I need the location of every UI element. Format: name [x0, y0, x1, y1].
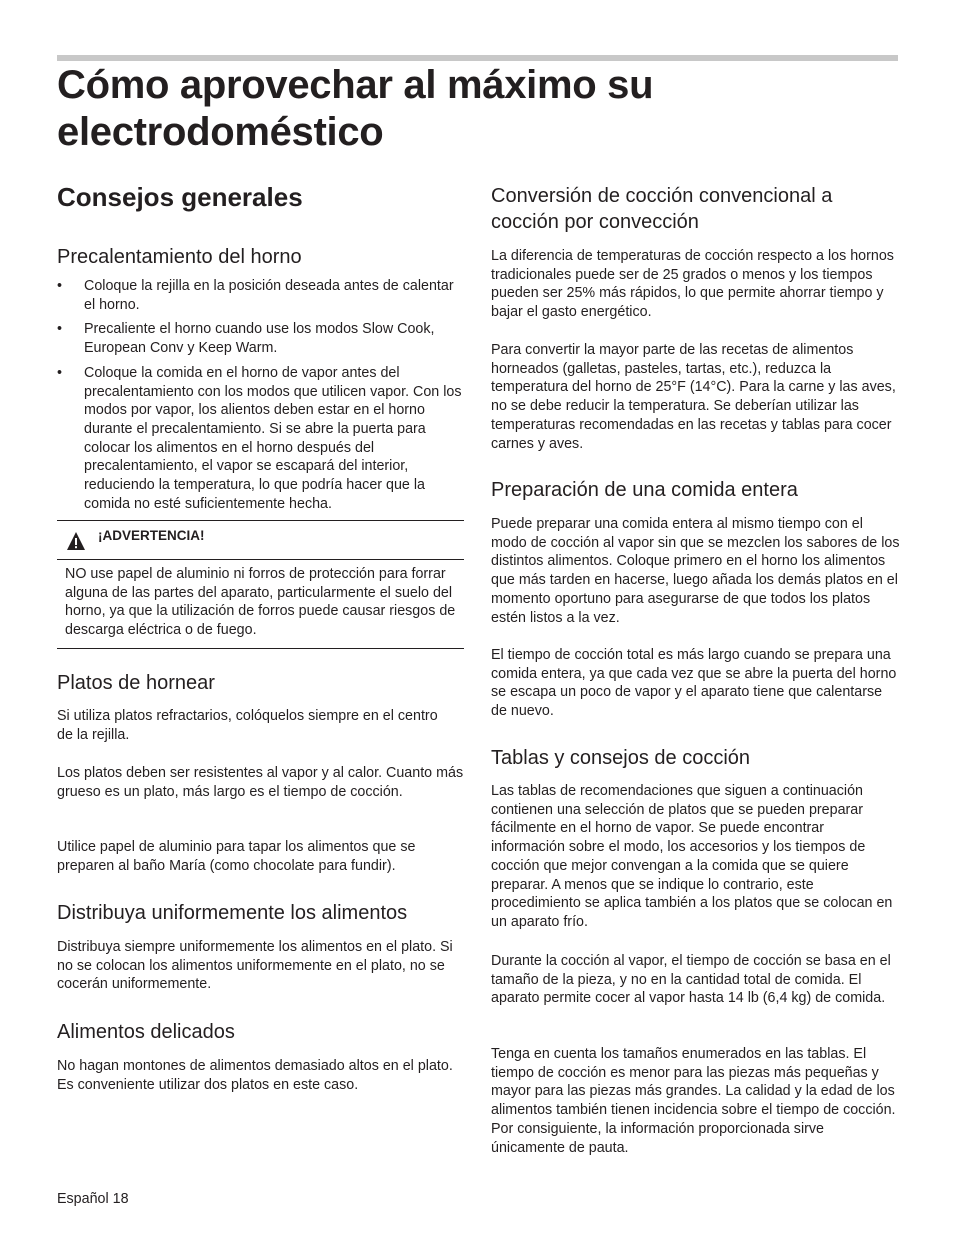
- bullet-dot: •: [57, 278, 63, 294]
- bullet-dot: •: [57, 364, 63, 381]
- header-rule: [57, 55, 898, 61]
- preheat-heading: Precalentamiento del horno: [57, 246, 302, 268]
- section-title: Consejos generales: [57, 182, 303, 212]
- whole-meal-heading: Preparación de una comida entera: [491, 479, 798, 501]
- warning-triangle-icon: [66, 531, 86, 551]
- page-title: Cómo aprovechar al máximo su electrodoméstico: [57, 63, 654, 154]
- baking-dishes-heading: Platos de hornear: [57, 672, 215, 694]
- bullet-dot: •: [57, 321, 63, 338]
- warning-header: [57, 521, 464, 560]
- distribute-p1: Distribuya siempre uniformemente los alimentos en el plato. Si no se colocan los alimentos uniformemente en el plato, no se cocerán uniformemente.: [57, 939, 453, 993]
- distribute-heading: Distribuya uniformemente los alimentos: [57, 902, 408, 924]
- conversion-p1: La diferencia de temperaturas de cocción respecto a los hornos tradicionales puede ser de 25 grados o menos y los tiempos pueden ser 25% más rápidos, lo que permite ahorrar tiempo y bajar el gasto energético.: [491, 248, 894, 321]
- tables-p1: Las tablas de recomendaciones que siguen a continuación contienen una selección de platos que se pueden preparar fácilmente en el horno de vapor. Se puede encontrar información sobre el modo, los accesorios y los tiempos de cocción que mejor convengan a la comida que se quiere preparar. A menos que se indique lo contrario, este procedimiento se aplica también a los platos que se colocan en un aparato frío.: [491, 783, 893, 930]
- conversion-p2: Para convertir la mayor parte de las recetas de alimentos horneados (galletas, pasteles, tartas, etc.), reduzca la temperatura del horno de 25°F (14°C). Para la carne y las aves, no se debe reducir la temperatura. Se deberían utilizar las temperaturas recomendadas en las recetas y tablas para cocer carnes y aves.: [491, 342, 896, 452]
- warning-title: ¡ADVERTENCIA!: [98, 528, 205, 543]
- warning-text: NO use papel de aluminio ni forros de protección para forrar alguna de las partes del aparato, particularmente el suelo del horno, ya que la utilización de forros puede causar riesgos de descarga eléctrica o de fuego.: [65, 566, 456, 639]
- baking-dishes-p1: Si utiliza platos refractarios, colóquelos siempre en el centro de la rejilla.: [57, 708, 438, 743]
- whole-meal-p1: Puede preparar una comida entera al mismo tiempo con el modo de cocción al vapor sin que se mezclen los sabores de los distintos alimentos. Coloque primero en el horno los alimentos que más tarden en hacerse, luego añada los demás platos en el momento oportuno para asegurarse de que todos los platos estén listos a la vez.: [491, 516, 900, 626]
- delicate-heading: Alimentos delicados: [57, 1021, 235, 1043]
- baking-dishes-p3: Utilice papel de aluminio para tapar los alimentos que se preparen al baño María (como chocolate para fundir).: [57, 839, 416, 874]
- tables-p3: Tenga en cuenta los tamaños enumerados en las tablas. El tiempo de cocción es menor para las piezas más pequeñas y mayor para las piezas más grandes. La calidad y la edad de los alimentos también tienen incidencia sobre el tiempo de cocción. Por consiguiente, la información proporcionada sirve únicamente de pauta.: [491, 1046, 896, 1156]
- tables-p2: Durante la cocción al vapor, el tiempo de cocción se basa en el tamaño de la pieza, y no en la cantidad total de comida. El aparato permite cocer al vapor hasta 14 lb (6,4 kg) de comida.: [491, 953, 891, 1007]
- whole-meal-p2: El tiempo de cocción total es más largo cuando se prepara una comida entera, ya que cada vez que se abre la puerta del horno se escapa un poco de vapor y el aparato tiene que calentarse de nuevo.: [491, 647, 897, 720]
- delicate-p1: No hagan montones de alimentos demasiado altos en el plato. Es conveniente utilizar dos platos en este caso.: [57, 1058, 453, 1093]
- preheat-item-text: Coloque la rejilla en la posición deseada antes de calentar el horno.: [84, 278, 454, 313]
- preheat-list: [57, 277, 465, 519]
- warning-box: [57, 520, 464, 649]
- preheat-item-text: Precaliente el horno cuando use los modos Slow Cook, European Conv y Keep Warm.: [84, 321, 435, 357]
- preheat-item-text: Coloque la comida en el horno de vapor antes del precalentamiento con los modos que utilicen vapor. Con los modos por vapor, los alientos deben estar en el horno durante el precalentamiento. Si se abre la puerta para colocar los alimentos en el horno después del precalentamiento, el vapor se escapará del interior, reduciendo la temperatura, lo que podría hacer que la comida no esté suficientemente hecha.: [84, 364, 462, 512]
- conversion-heading: Conversión de cocción convencional a cocción por convección: [491, 185, 833, 233]
- preheat-item: [57, 364, 465, 514]
- page-footer: Español 18: [57, 1191, 129, 1207]
- preheat-item: [57, 320, 465, 357]
- tables-heading: Tablas y consejos de cocción: [491, 747, 751, 769]
- preheat-item: [57, 277, 465, 314]
- baking-dishes-p2: Los platos deben ser resistentes al vapor y al calor. Cuanto más grueso es un plato, más largo es el tiempo de cocción.: [57, 765, 464, 800]
